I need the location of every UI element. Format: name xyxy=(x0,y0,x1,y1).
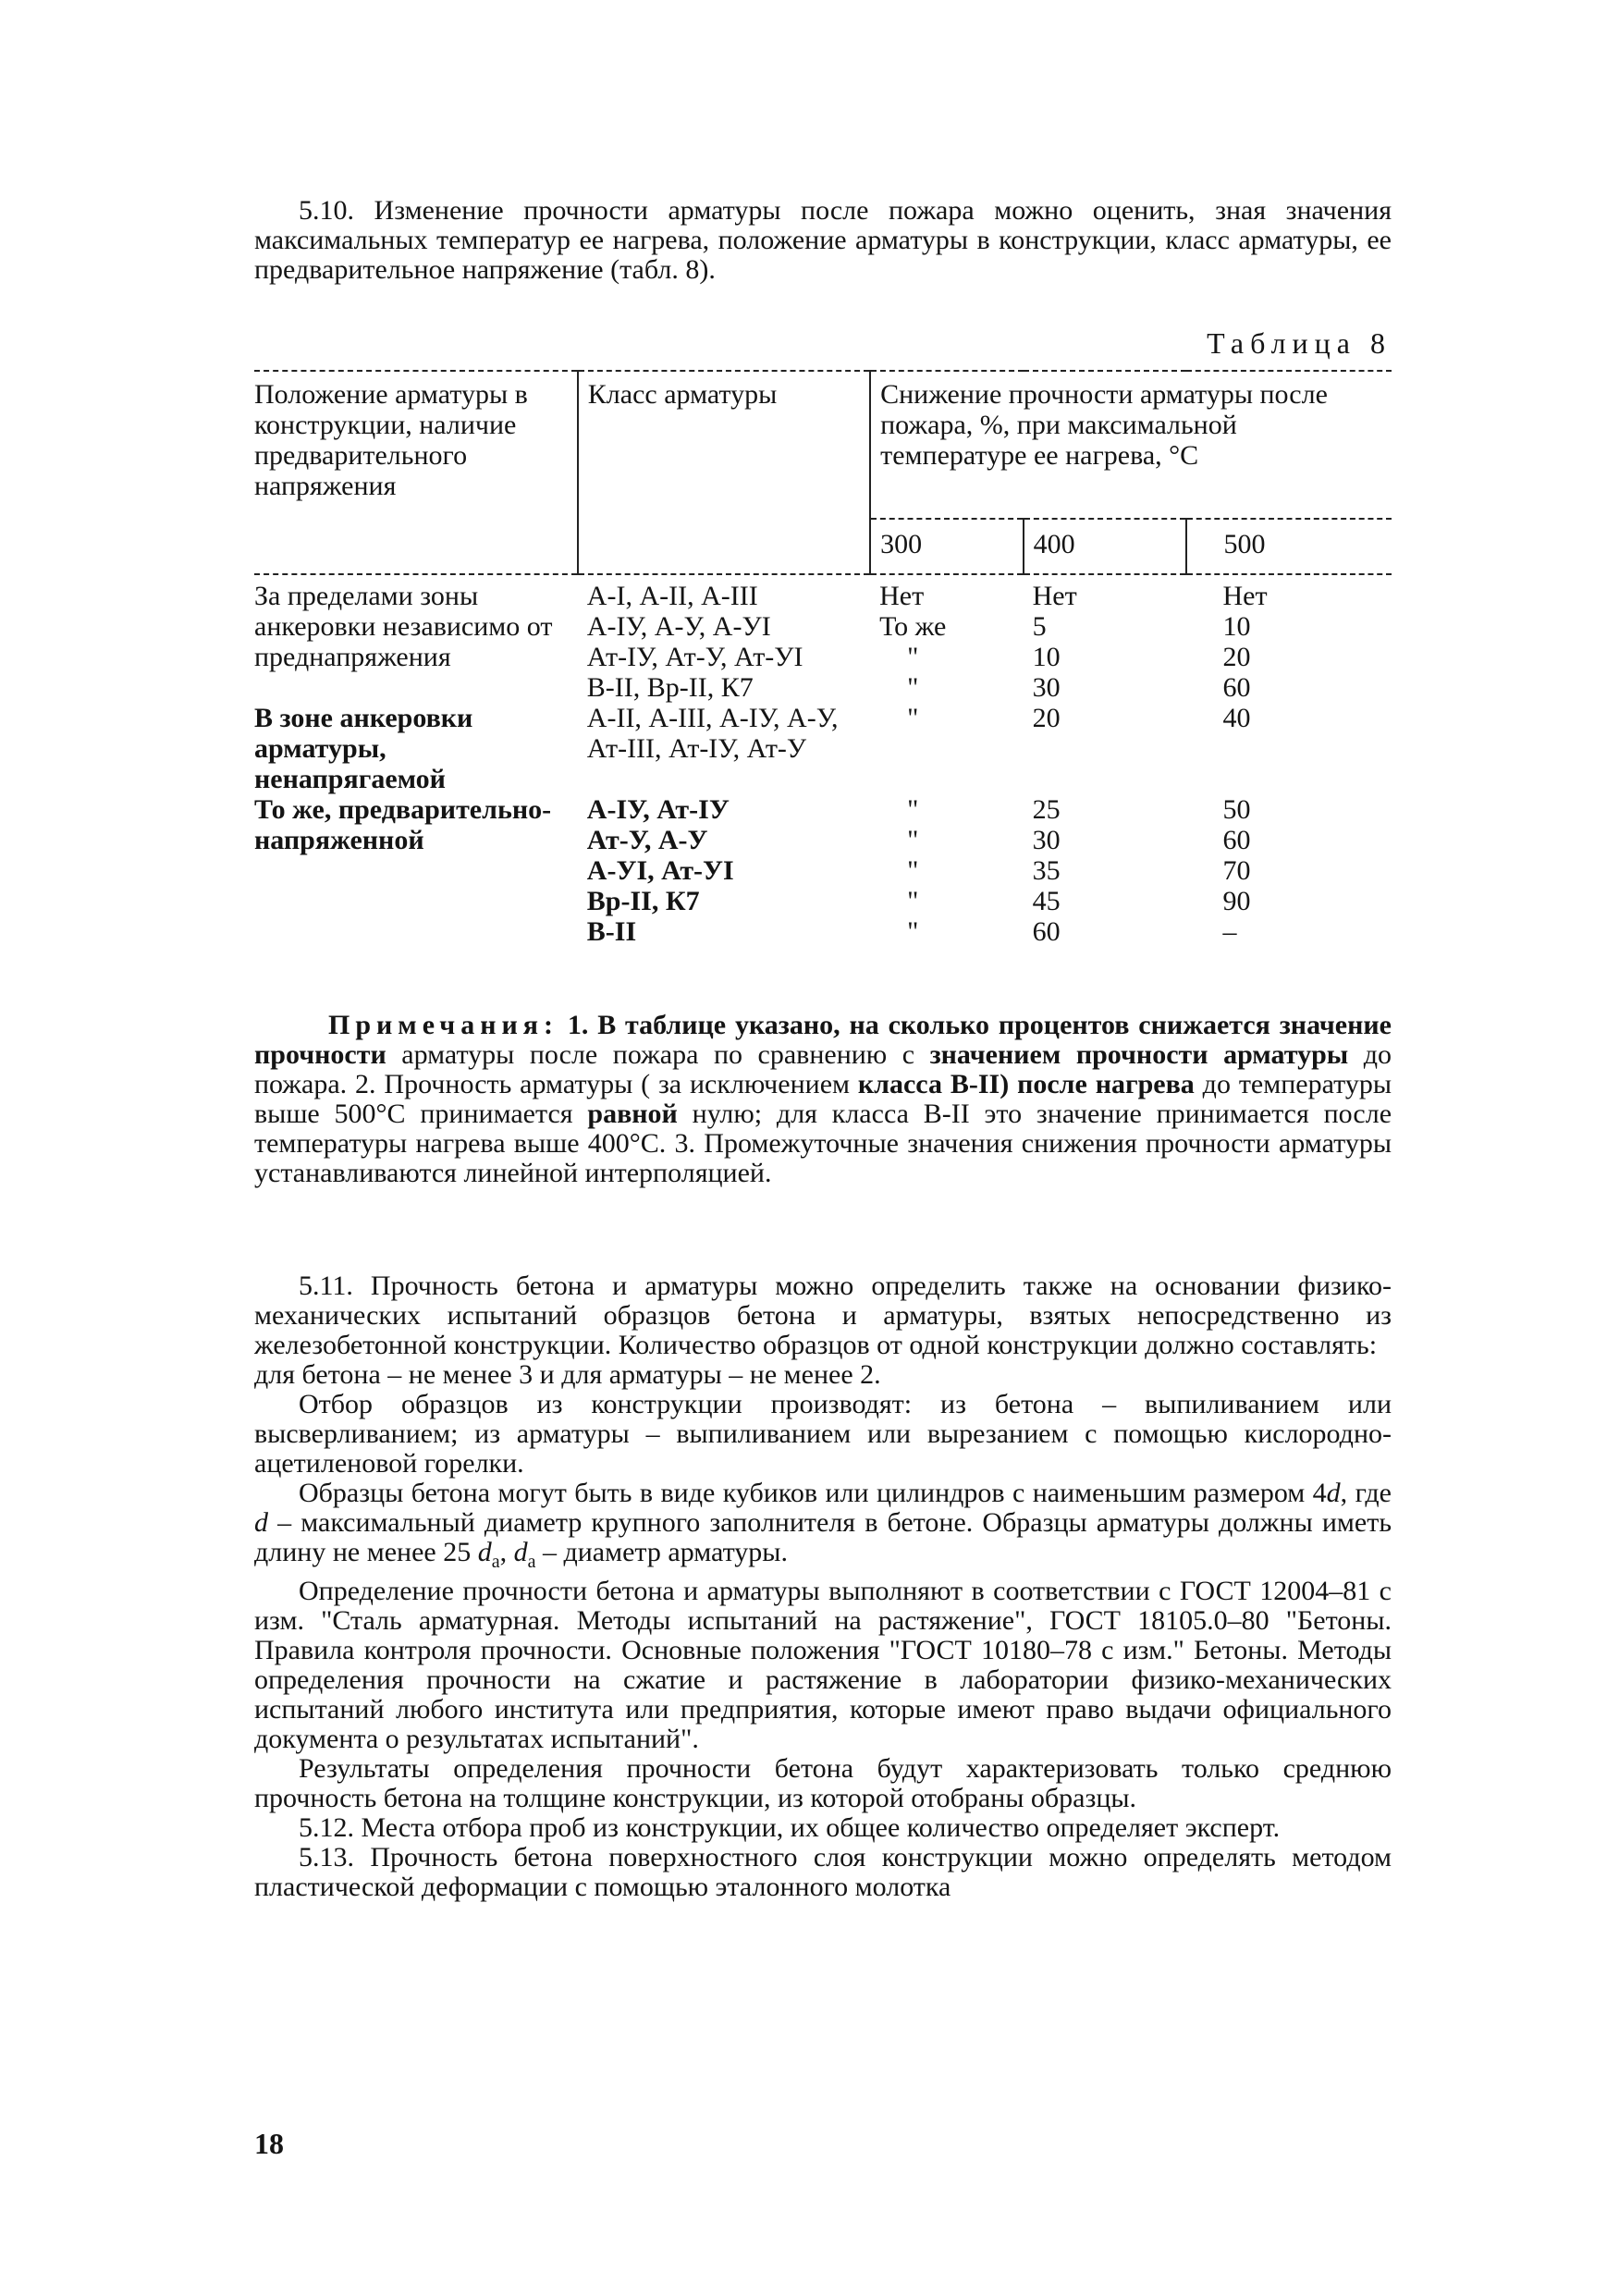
cell-temp-500: 60 xyxy=(1222,825,1251,855)
cell-temp-300: " xyxy=(907,825,919,855)
note-1-end: до пожара. xyxy=(254,1039,1392,1099)
paragraph-results: Результаты определения прочности бетона будут характеризовать только среднюю прочность бетона на толщине конструкции, из которой отобраны образцы. xyxy=(254,1753,1392,1813)
cell-class: А-УI, Ат-УI xyxy=(586,855,734,886)
cell-temp-400: 35 xyxy=(1032,855,1061,886)
table-caption: Таблица 8 xyxy=(1207,326,1392,360)
cell-temp-500: 20 xyxy=(1222,642,1251,672)
cell-temp-300: Нет xyxy=(879,581,925,611)
subscript-a: a xyxy=(527,1552,536,1572)
cell-temp-400: 30 xyxy=(1032,672,1061,703)
table-notes xyxy=(254,1011,1392,1188)
paragraph-5-13: 5.13. Прочность бетона поверхностного слоя конструкции можно определять методом пластической деформации с помощью эталонного молотка xyxy=(254,1842,1392,1902)
cell-class: А-II, А-III, А-IУ, А-У, Ат-III, Ат-IУ, Ат-У xyxy=(586,703,839,764)
cell-class: А-IУ, А-У, А-УI xyxy=(586,611,771,642)
paragraph-5-11: 5.11. Прочность бетона и арматуры можно определить также на основании физико-механических испытаний образцов бетона и арматуры, взятых непосредственно из железобетонной конструкции. Количество образцов от одной конструкции должно составлять: xyxy=(254,1271,1392,1360)
cell-temp-400: 20 xyxy=(1032,703,1061,733)
samples-text-e: , xyxy=(499,1537,514,1567)
cell-temp-400: 25 xyxy=(1032,794,1061,825)
cell-position: За пределами зоны анкеровки независимо от преднапряжения xyxy=(254,581,553,672)
cell-temp-500: 40 xyxy=(1222,703,1251,733)
header-temp-500: 500 xyxy=(1186,519,1392,574)
table-row xyxy=(254,794,1392,825)
header-position: Положение арматуры в конструкции, наличие предварительного напряжения xyxy=(254,371,578,574)
cell-temp-300: " xyxy=(907,886,919,916)
cell-class: А-IУ, Ат-IУ xyxy=(586,794,730,825)
samples-text-a: Образцы бетона могут быть в виде кубиков или цилиндров с наименьшим размером 4 xyxy=(299,1478,1327,1508)
header-temp-400: 400 xyxy=(1024,519,1186,574)
cell-class: В-II, Вр-II, К7 xyxy=(586,672,754,703)
cell-class: Вр-II, К7 xyxy=(586,886,700,916)
table-row xyxy=(254,703,1392,794)
symbol-d: d xyxy=(513,1537,528,1567)
paragraph-determination: Определение прочности бетона и арматуры выполняют в соответствии с ГОСТ 12004–81 с изм. "Сталь арматурная. Методы испытаний на растяжение", ГОСТ 18105.0–80 "Бетоны. Правила контроля прочности. Основные положения "ГОСТ 10180–78 с изм." Бетоны. Методы определения прочности на сжатие и растяжение в лаборатории физико-механических испытаний любого института или предприятия, которые имеют право выдачи официального документа о результатах испытаний". xyxy=(254,1576,1392,1754)
cell-temp-500: 90 xyxy=(1222,886,1251,916)
cell-temp-500: 50 xyxy=(1222,794,1251,825)
symbol-d: d xyxy=(254,1507,268,1538)
cell-temp-500: 10 xyxy=(1222,611,1251,642)
cell-temp-300: То же xyxy=(879,611,947,642)
cell-temp-500: Нет xyxy=(1222,581,1268,611)
cell-temp-300: " xyxy=(907,794,919,825)
cell-temp-500: 60 xyxy=(1222,672,1251,703)
cell-class: Ат-У, А-У xyxy=(586,825,708,855)
cell-temp-300: " xyxy=(907,672,919,703)
paragraph-5-12: 5.12. Места отбора проб из конструкции, их общее количество определяет эксперт. xyxy=(299,1812,1281,1843)
subscript-a: a xyxy=(491,1552,500,1572)
note-1-bold: 1. В таблице указано, на сколько процентов снижается значение прочности xyxy=(254,1010,1392,1070)
note-2-bold: класса В-II) после нагрева xyxy=(857,1069,1195,1099)
page-number: 18 xyxy=(254,2127,284,2160)
cell-temp-300: " xyxy=(907,855,919,886)
section-5-11-to-5-13 xyxy=(254,1271,1392,1902)
note-2-end: нулю; для класса В-II это значение принимается после температуры нагрева выше 400°С. xyxy=(254,1099,1392,1159)
table-row xyxy=(254,581,1392,611)
cell-temp-300: " xyxy=(907,916,919,947)
note-2-text: 2. Прочность арматуры ( за исключением xyxy=(355,1069,858,1099)
cell-temp-300: " xyxy=(907,703,919,733)
note-3: 3. Промежуточные значения снижения прочности арматуры устанавливаются линейной интерполяцией. xyxy=(254,1128,1392,1188)
cell-class: В-II xyxy=(586,916,637,947)
cell-temp-400: Нет xyxy=(1032,581,1077,611)
header-temp-300: 300 xyxy=(870,519,1023,574)
symbol-d: d xyxy=(1326,1478,1341,1508)
cell-temp-400: 10 xyxy=(1032,642,1061,672)
cell-position: То же, предварительно-напряженной xyxy=(254,794,552,855)
cell-temp-300: " xyxy=(907,642,919,672)
paragraph-sampling: Отбор образцов из конструкции производят: из бетона – выпиливанием или высверливанием; из арматуры – выпиливанием или вырезанием с помощью кислородно-ацетиленовой горелки. xyxy=(254,1389,1392,1479)
notes-label: Примечания: xyxy=(328,1010,559,1040)
cell-class: А-I, А-II, А-III xyxy=(586,581,758,611)
header-strength-reduction: Снижение прочности арматуры после пожара, %, при максимальной температуре ее нагрева, °С xyxy=(870,371,1392,519)
note-2-text-2: до температуры выше 500°С принимается xyxy=(254,1069,1392,1129)
cell-class: Ат-IУ, Ат-У, Ат-УI xyxy=(586,642,803,672)
symbol-d: d xyxy=(477,1537,492,1567)
note-2-bold-2: равной xyxy=(587,1099,678,1129)
table-8 xyxy=(254,370,1392,947)
paragraph-5-10-text: 5.10. Изменение прочности арматуры после пожара можно оценить, зная значения максимальных температур ее нагрева, положение арматуры в конструкции, класс арматуры, ее предварительное напряжение (табл. 8). xyxy=(254,195,1392,285)
cell-position: В зоне анкеровки арматуры, ненапрягаемой xyxy=(254,703,473,794)
cell-temp-500: 70 xyxy=(1222,855,1251,886)
cell-temp-500: – xyxy=(1222,916,1237,947)
header-class: Класс арматуры xyxy=(578,371,870,574)
cell-temp-400: 45 xyxy=(1032,886,1061,916)
cell-temp-400: 60 xyxy=(1032,916,1061,947)
cell-temp-400: 5 xyxy=(1032,611,1047,642)
paragraph-5-10 xyxy=(254,196,1392,285)
paragraph-5-11-samples: для бетона – не менее 3 и для арматуры – не менее 2. xyxy=(254,1359,881,1390)
paragraph-samples-size xyxy=(254,1479,1392,1577)
samples-text-f: – диаметр арматуры. xyxy=(535,1537,788,1567)
table-body xyxy=(254,581,1392,947)
cell-temp-400: 30 xyxy=(1032,825,1061,855)
note-1-bold-2: значением прочности арматуры xyxy=(929,1039,1349,1070)
samples-text-b: , где xyxy=(1340,1478,1392,1508)
note-1-text: арматуры после пожара по сравнению с xyxy=(386,1039,930,1070)
samples-text-c: – максимальный диаметр крупного заполнителя в бетоне. Образцы арматуры должны иметь длину не менее 25 xyxy=(254,1507,1392,1567)
